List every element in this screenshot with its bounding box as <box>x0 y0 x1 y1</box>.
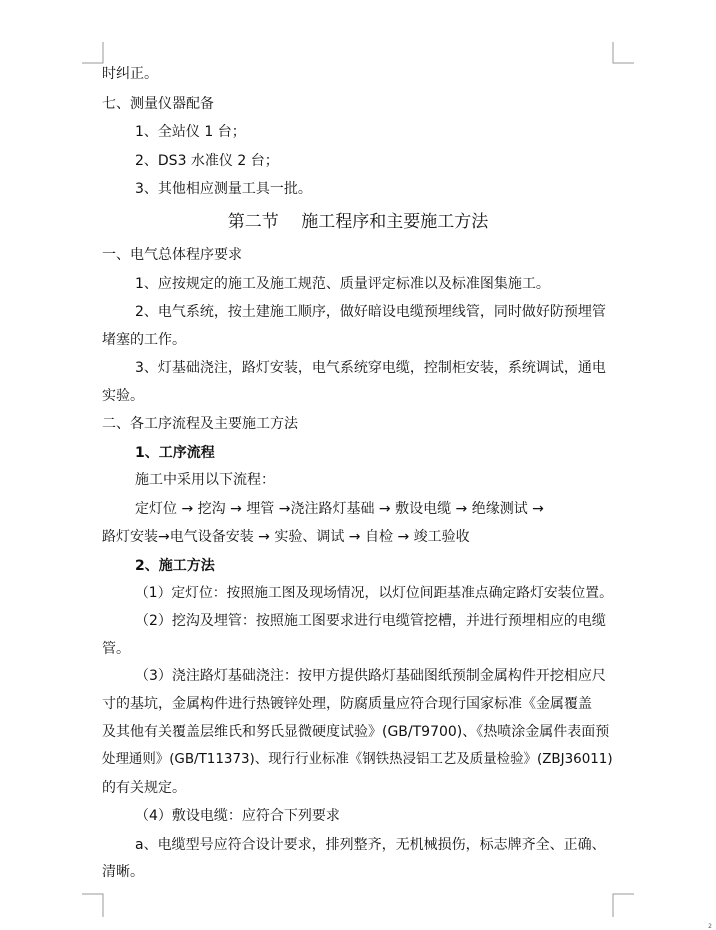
list-item: 2、DS3 水准仪 2 台； <box>135 153 279 169</box>
subsection-heading: 2、施工方法 <box>135 558 215 574</box>
text-line: 及其他有关覆盖层维氏和努氏显微硬度试验》(GB/T9700)、《热喷涂金属件表面预 <box>102 724 610 740</box>
corner-mark-bottom-left <box>82 893 104 917</box>
text-line: 时纠正。 <box>102 66 158 82</box>
list-item: 3、其他相应测量工具一批。 <box>135 181 312 197</box>
text-line: 2、电气系统，按土建施工顺序，做好暗设电缆预埋线管，同时做好防预埋管 <box>135 304 606 320</box>
text-line: 实验。 <box>102 388 144 404</box>
page-number: 2 <box>708 923 712 930</box>
text-line: （1）定灯位：按照施工图及现场情况，以灯位间距基准点确定路灯安装位置。 <box>135 585 613 601</box>
text-line: a、电缆型号应符合设计要求，排列整齐，无机械损伤，标志牌齐全、正确、 <box>135 837 606 853</box>
corner-mark-top-right <box>612 42 634 66</box>
section-heading: 一、电气总体程序要求 <box>102 247 242 263</box>
flow-line: 定灯位 → 挖沟 → 埋管 →浇注路灯基础 → 敷设电缆 → 绝缘测试 → <box>135 501 544 517</box>
section-heading: 七、测量仪器配备 <box>102 96 214 112</box>
text-line: （3）浇注路灯基础浇注：按甲方提供路灯基础图纸预制金属构件开挖相应尺 <box>135 668 606 684</box>
text-line: 的有关规定。 <box>102 780 186 796</box>
text-line: 管。 <box>102 641 130 657</box>
corner-mark-top-left <box>82 42 104 66</box>
text-line: 寸的基坑，金属构件进行热镀锌处理，防腐质量应符合现行国家标准《金属覆盖 <box>102 696 592 712</box>
text-line: （2）挖沟及埋管：按照施工图要求进行电缆管挖槽，并进行预埋相应的电缆 <box>135 613 606 629</box>
subsection-heading: 1、工序流程 <box>135 445 215 461</box>
corner-mark-bottom-right <box>612 893 634 917</box>
chapter-title: 第二节 施工程序和主要施工方法 <box>227 212 489 232</box>
section-heading: 二、各工序流程及主要施工方法 <box>102 416 298 432</box>
text-line: （4）敷设电缆：应符合下列要求 <box>135 808 340 824</box>
flow-line: 路灯安装→电气设备安装 → 实验、调试 → 自检 → 竣工验收 <box>102 529 470 545</box>
text-line: 清晰。 <box>102 864 144 880</box>
text-line: 1、应按规定的施工及施工规范、质量评定标准以及标准图集施工。 <box>135 276 550 292</box>
text-line: 3、灯基础浇注，路灯安装，电气系统穿电缆，控制柜安装，系统调试，通电 <box>135 360 606 376</box>
text-line: 堵塞的工作。 <box>102 332 186 348</box>
text-line: 施工中采用以下流程： <box>135 472 275 488</box>
text-line: 处理通则》(GB/T11373)、现行行业标准《钢铁热浸铝工艺及质量检验》(ZBJ36011) <box>102 752 613 767</box>
list-item: 1、全站仪 1 台； <box>135 124 246 140</box>
